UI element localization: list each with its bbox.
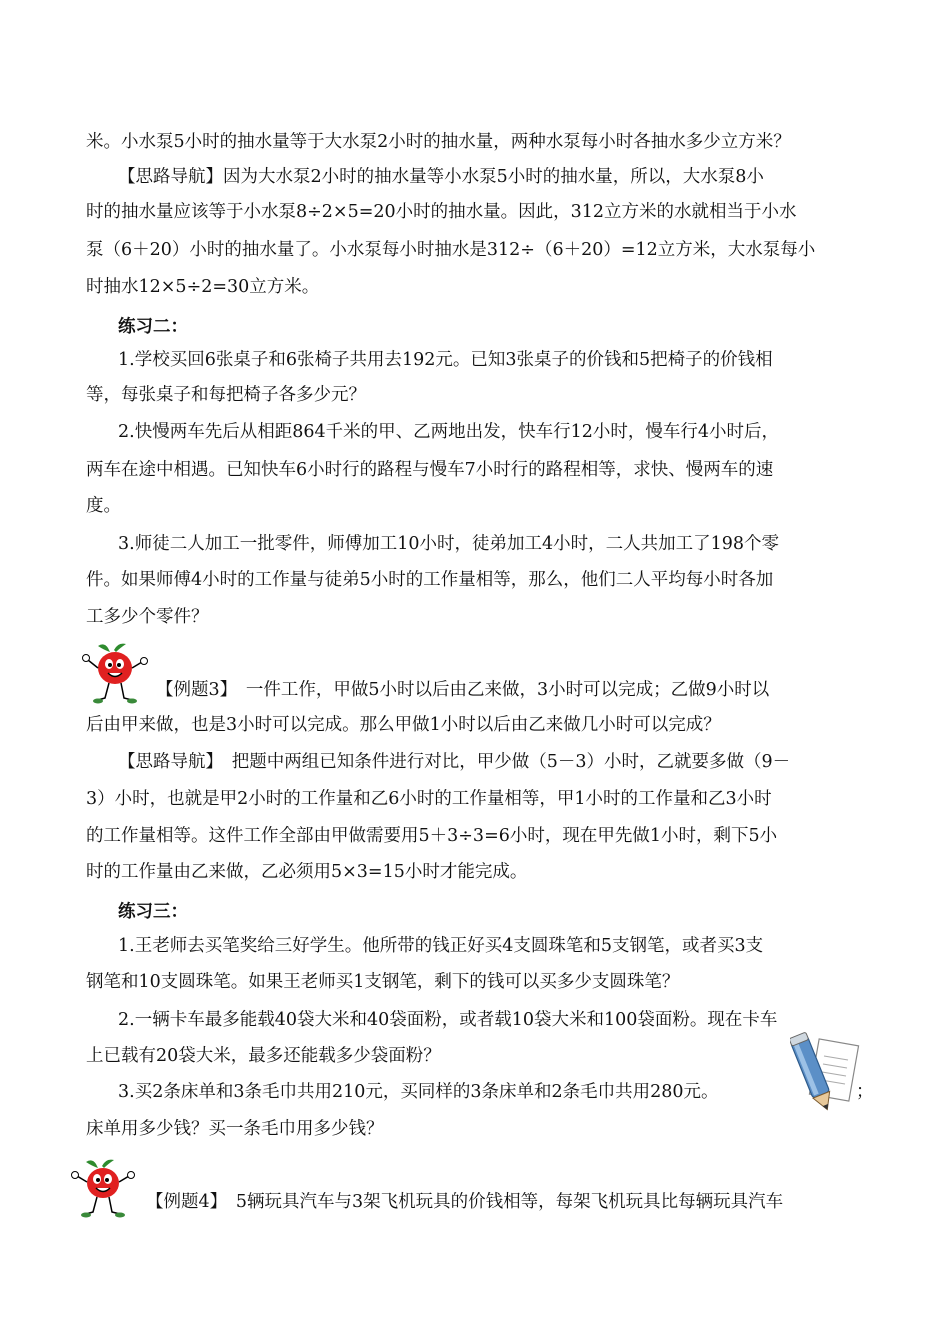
text-line: 1.王老师去买笔奖给三好学生。他所带的钱正好买4支圆珠笔和5支钢笔，或者买3支 [118,936,764,956]
text-line: 时的工作量由乙来做，乙必须用5×3=15小时才能完成。 [86,862,528,882]
text-line: 钢笔和10支圆珠笔。如果王老师买1支钢笔，剩下的钱可以买多少支圆珠笔？ [86,972,680,992]
text-line: 2.一辆卡车最多能载40袋大米和40袋面粉，或者载10袋大米和100袋面粉。现在卡车 [118,1010,778,1030]
apple-mascot-icon [68,1156,138,1224]
text-line: 米。小水泵5小时的抽水量等于大水泵2小时的抽水量，两种水泵每小时各抽水多少立方米？ [86,132,791,152]
text-line: 时抽水12×5÷2=30立方米。 [86,277,320,297]
section-heading: 练习二： [118,317,188,337]
text-line: 3.买2条床单和3条毛巾共用210元，买同样的3条床单和2条毛巾共用280元。 [118,1082,719,1102]
text-line: 3.师徒二人加工一批零件，师傅加工10小时，徒弟加工4小时，二人共加工了198个零 [118,534,779,554]
text-line: 后由甲来做，也是3小时可以完成。那么甲做1小时以后由乙来做几小时可以完成？ [86,715,721,735]
text-line: 【思路导航】 把题中两组已知条件进行对比，甲少做（5－3）小时，乙就要多做（9－ [118,752,791,772]
text-line: 等，每张桌子和每把椅子各多少元？ [86,385,366,405]
text-line: 工多少个零件？ [86,607,209,627]
text-line: 泵（6＋20）小时的抽水量了。小水泵每小时抽水是312÷（6＋20）=12立方米，大水泵每小 [86,240,816,260]
text-line: 时的抽水量应该等于小水泵8÷2×5=20小时的抽水量。因此，312立方米的水就相当于小水 [86,202,797,222]
text-fragment: ； [856,1082,874,1102]
text-line: 【思路导航】因为大水泵2小时的抽水量等小水泵5小时的抽水量，所以，大水泵8小 [118,167,764,187]
text-line: 【例题3】 一件工作，甲做5小时以后由乙来做，3小时可以完成；乙做9小时以 [156,680,770,700]
text-line: 两车在途中相遇。已知快车6小时行的路程与慢车7小时行的路程相等，求快、慢两车的速 [86,460,774,480]
apple-mascot-icon [78,640,154,710]
text-line: 上已载有20袋大米，最多还能载多少袋面粉？ [86,1046,441,1066]
text-line: 1.学校买回6张桌子和6张椅子共用去192元。已知3张桌子的价钱和5把椅子的价钱相 [118,350,773,370]
pencil-paper-icon [790,1030,862,1118]
text-line: 【例题4】 5辆玩具汽车与3架飞机玩具的价钱相等，每架飞机玩具比每辆玩具汽车 [146,1192,784,1212]
text-line: 度。 [86,496,121,516]
text-line: 床单用多少钱？买一条毛巾用多少钱？ [86,1119,384,1139]
text-line: 件。如果师傅4小时的工作量与徒弟5小时的工作量相等，那么，他们二人平均每小时各加 [86,570,774,590]
text-line: 3）小时，也就是甲2小时的工作量和乙6小时的工作量相等，甲1小时的工作量和乙3小时 [86,789,772,809]
text-line: 2.快慢两车先后从相距864千米的甲、乙两地出发，快车行12小时，慢车行4小时后， [118,422,779,442]
text-line: 的工作量相等。这件工作全部由甲做需要用5＋3÷3=6小时，现在甲先做1小时，剩下5小 [86,826,778,846]
section-heading: 练习三： [118,902,188,922]
